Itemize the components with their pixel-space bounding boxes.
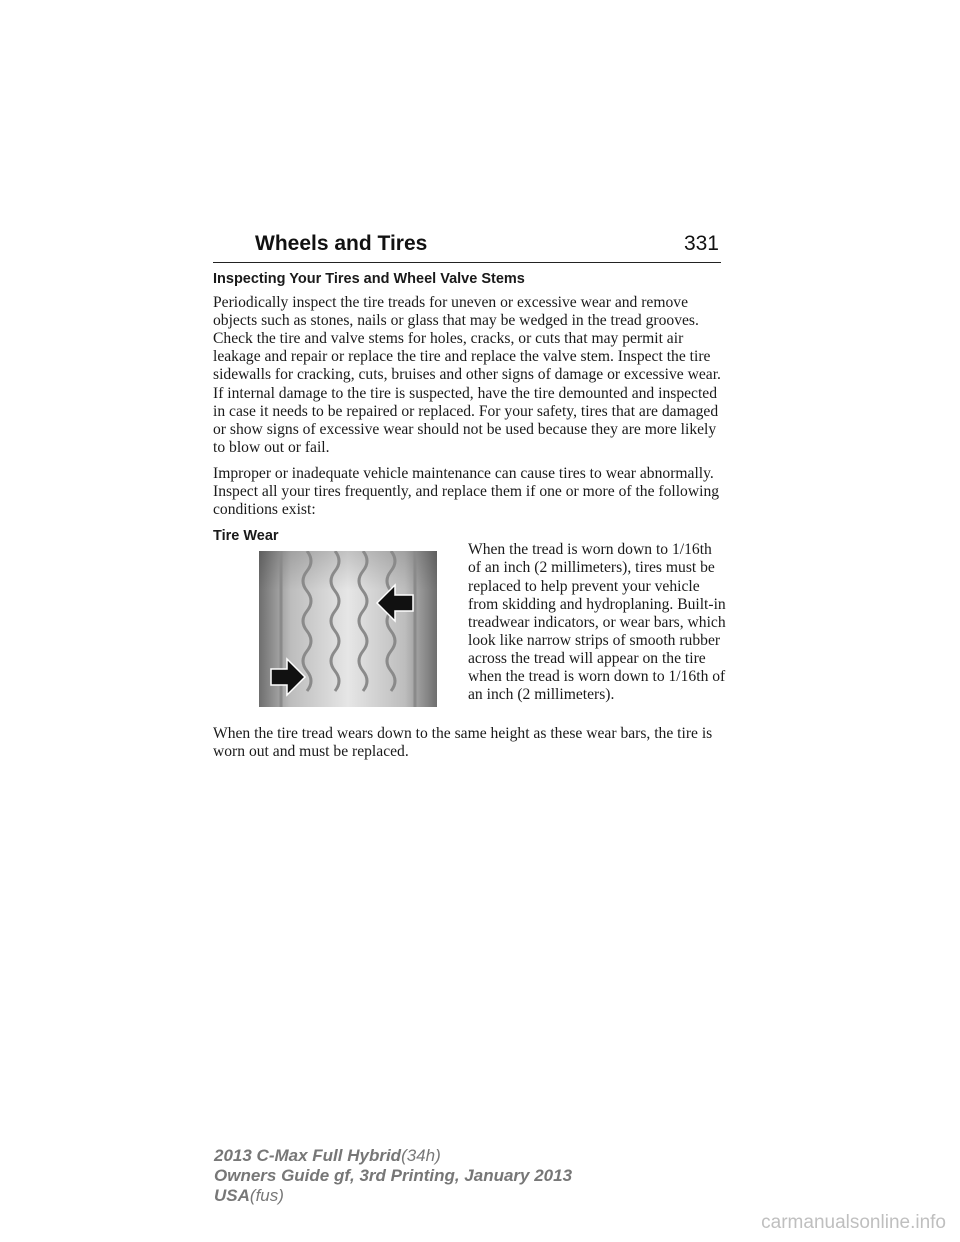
paragraph-inspect: Periodically inspect the tire treads for uneven or excessive wear and remove objects such as stones, nails or glass that may be wedged in the tread grooves. Check the tire and valve stems for holes, cracks, or cuts that may permit air leakage and repair or replace the tire and replace the valve stem. Inspect the tire sidewalls for cracking, cuts, bruises and other signs of damage or excessive wear. If internal damage to the tire is suspected, have the tire demounted and inspected in case it needs to be repaired or replaced. For your safety, tires that are damaged or show signs of excessive wear should not be used because they are more likely to blow out or fail. [213, 294, 721, 456]
tire-wear-description: When the tread is worn down to 1/16th of an inch (2 millimeters), tires must be replaced to help prevent your vehicle from skidding and hydroplaning. Built-in treadwear indicators, or wear bars, which look like narrow strips of smooth rubber across the tread will appear on the tire when the tread is worn down to 1/16th of an inch (2 millimeters). [468, 541, 726, 704]
main-content [213, 270, 726, 770]
paragraph-maintenance: Improper or inadequate vehicle maintenance can cause tires to wear abnormally. Inspect all your tires frequently, and replace them if one or more of the following conditions exist: [213, 464, 720, 519]
footer-line-1 [214, 1146, 572, 1166]
document-footer [214, 1146, 572, 1206]
footer-region: USA [214, 1186, 250, 1205]
section-heading-inspecting: Inspecting Your Tires and Wheel Valve Stems [213, 271, 525, 287]
footer-region-code: (fus) [249, 1186, 284, 1205]
footer-line-2: Owners Guide gf, 3rd Printing, January 2013 [214, 1166, 573, 1185]
section-heading-tire-wear: Tire Wear [213, 528, 279, 545]
tire-tread-illustration [259, 551, 437, 707]
page-number: 331 [683, 232, 719, 255]
footer-model: 2013 C-Max Full Hybrid [214, 1146, 402, 1165]
footer-model-code: (34h) [401, 1146, 441, 1165]
page-header [213, 232, 721, 263]
tire-wear-figure-block [213, 541, 726, 719]
paragraph-wear-bars: When the tire tread wears down to the same height as these wear bars, the tire is worn out and must be replaced. [213, 725, 713, 761]
footer-line-3 [214, 1186, 572, 1206]
chapter-title: Wheels and Tires [255, 232, 428, 255]
watermark-text: carmanualsonline.info [761, 1212, 946, 1233]
